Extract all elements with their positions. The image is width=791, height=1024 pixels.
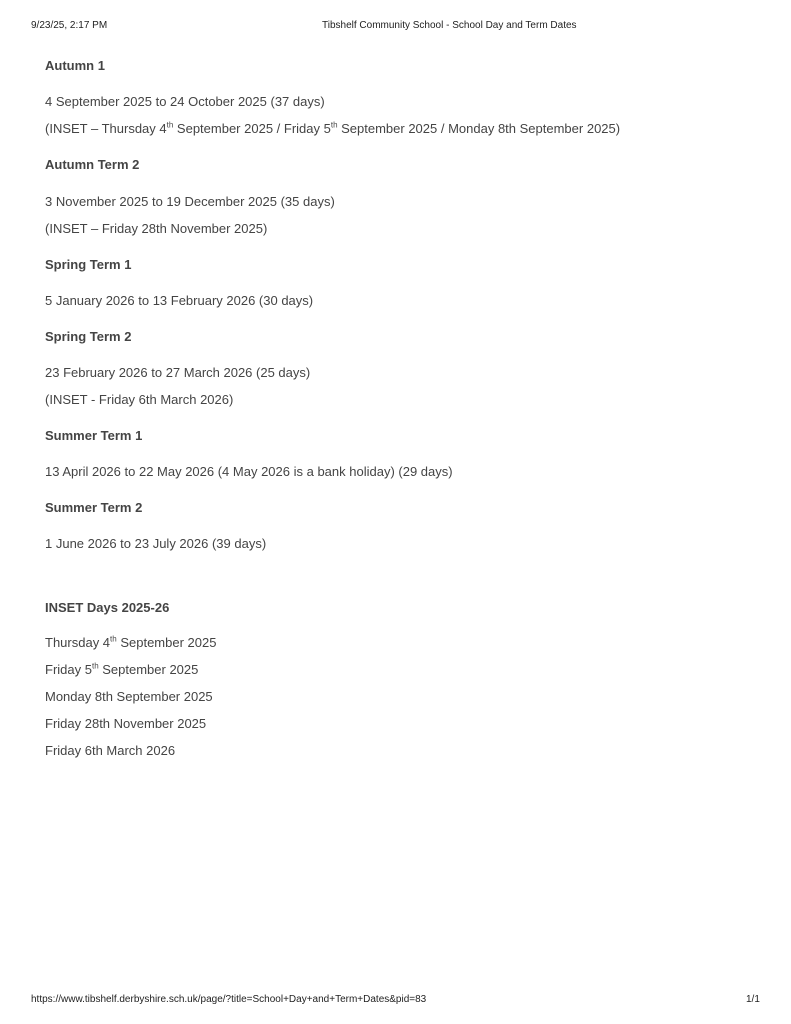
term-heading-summer-2: Summer Term 2 — [45, 500, 143, 515]
inset-day-text: Thursday 4 — [45, 635, 111, 650]
term-heading-autumn-2: Autumn Term 2 — [45, 157, 140, 172]
inset-day-item: Monday 8th September 2025 — [45, 689, 213, 704]
term-dates-autumn-2: 3 November 2025 to 19 December 2025 (35 days) — [45, 194, 335, 209]
inset-day-item: Friday 28th November 2025 — [45, 716, 207, 731]
term-inset-autumn-2: (INSET – Friday 28th November 2025) — [45, 221, 268, 236]
term-heading-spring-2: Spring Term 2 — [45, 329, 132, 344]
term-heading-spring-1: Spring Term 1 — [45, 257, 132, 272]
inset-day-text: September 2025 — [98, 662, 199, 677]
term-dates-autumn-1: 4 September 2025 to 24 October 2025 (37 days) — [45, 94, 325, 109]
ordinal-suffix: th — [330, 120, 338, 130]
term-heading-autumn-1: Autumn 1 — [45, 58, 105, 73]
inset-day-text: September 2025 — [116, 635, 217, 650]
inset-day-item — [45, 662, 198, 677]
ordinal-suffix: th — [110, 634, 117, 644]
inset-text: (INSET – Thursday 4 — [45, 121, 167, 136]
inset-day-text: Friday 5 — [45, 662, 92, 677]
print-footer-page-number: 1/1 — [746, 994, 760, 1005]
inset-day-item: Friday 6th March 2026 — [45, 743, 176, 758]
ordinal-suffix: th — [91, 661, 99, 671]
term-dates-summer-1: 13 April 2026 to 22 May 2026 (4 May 2026 is a bank holiday) (29 days) — [45, 464, 453, 479]
inset-text: September 2025 / Friday 5 — [173, 121, 331, 136]
print-header-title: Tibshelf Community School - School Day and Term Dates — [322, 20, 577, 31]
term-dates-spring-2: 23 February 2026 to 27 March 2026 (25 days) — [45, 365, 311, 380]
inset-day-item — [45, 635, 216, 650]
inset-text: September 2025 / Monday 8th September 2025) — [337, 121, 621, 136]
term-dates-summer-2: 1 June 2026 to 23 July 2026 (39 days) — [45, 536, 267, 551]
inset-days-heading: INSET Days 2025-26 — [45, 600, 170, 615]
term-dates-spring-1: 5 January 2026 to 13 February 2026 (30 days) — [45, 293, 314, 308]
term-inset-autumn-1 — [45, 121, 620, 136]
print-footer-url: https://www.tibshelf.derbyshire.sch.uk/page/?title=School+Day+and+Term+Dates&pid=83 — [31, 994, 427, 1005]
ordinal-suffix: th — [166, 120, 174, 130]
term-heading-summer-1: Summer Term 1 — [45, 428, 143, 443]
print-header-datetime: 9/23/25, 2:17 PM — [31, 20, 108, 31]
term-inset-spring-2: (INSET - Friday 6th March 2026) — [45, 392, 234, 407]
